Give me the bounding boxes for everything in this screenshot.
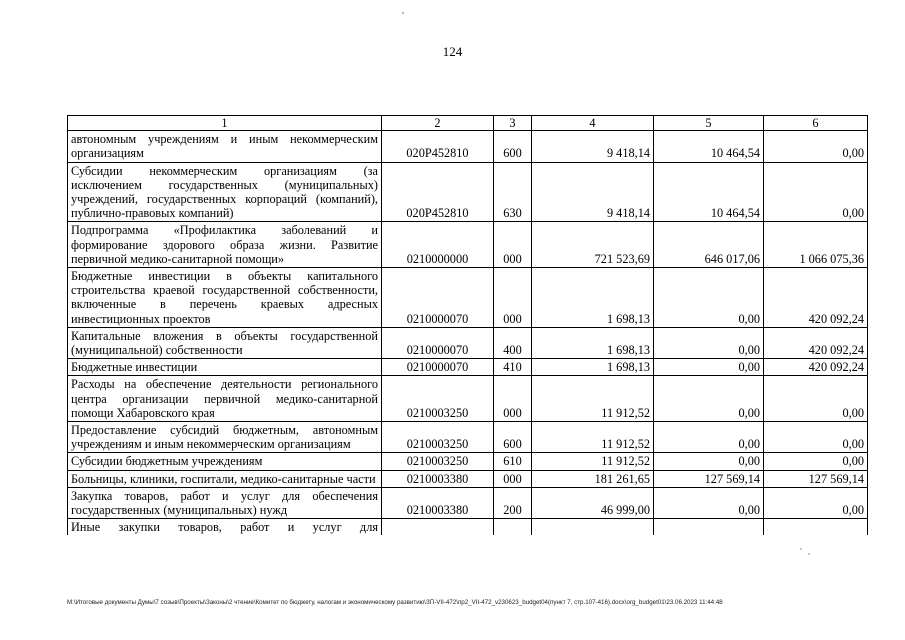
row-value-2: 646 017,06 [654,222,764,268]
table-row [68,487,868,518]
scan-speck [808,553,810,555]
row-value-2 [654,519,764,536]
row-value-2: 0,00 [654,453,764,470]
row-name: Бюджетные инвестиции [68,359,382,376]
row-value-2: 10 464,54 [654,162,764,222]
row-value-1: 1 698,13 [532,268,654,328]
row-value-1: 11 912,52 [532,422,654,453]
row-code: 020Р452810 [382,131,494,162]
row-value-2: 10 464,54 [654,131,764,162]
row-value-2: 0,00 [654,268,764,328]
row-code: 0210003250 [382,422,494,453]
row-value-3: 1 066 075,36 [764,222,868,268]
row-code: 0210000070 [382,268,494,328]
row-expense-type: 600 [494,131,532,162]
row-code: 0210003380 [382,487,494,518]
row-value-1 [532,519,654,536]
row-code: 0210003380 [382,470,494,487]
row-expense-type: 410 [494,359,532,376]
table-row [68,131,868,162]
document-path-footer: M:\Итоговые документы Думы\7 созыв\Проекты\Законы\2 чтение\Комитет по бюджету, налогам и экономическому развитию\ЗП-VII-472\пр2_VII-472_v230623_budget04(пункт 7, стр.107-416).docx\org_budget01\23.06.2023 11:44:48 [67,599,723,606]
scan-speck [800,548,802,550]
row-value-2: 0,00 [654,359,764,376]
row-name: Бюджетные инвестиции в объекты капитального строительства краевой государственной собственности, включенные в перечень краевых адресных инвестиционных проектов [68,268,382,328]
row-value-3: 0,00 [764,453,868,470]
column-header-3: 3 [494,116,532,131]
row-expense-type: 630 [494,162,532,222]
row-name: Предоставление субсидий бюджетным, автономным учреждениям и иным некоммерческим организациям [68,422,382,453]
column-header-4: 4 [532,116,654,131]
row-code: 0210003250 [382,453,494,470]
row-value-3: 0,00 [764,422,868,453]
row-code: 0210000070 [382,359,494,376]
row-expense-type [494,519,532,536]
row-code: 0210003250 [382,376,494,422]
row-expense-type: 400 [494,327,532,358]
row-name: Иные закупки товаров, работ и услуг для [68,519,382,536]
table-row [68,376,868,422]
row-value-3: 0,00 [764,376,868,422]
row-value-3 [764,519,868,536]
row-expense-type: 000 [494,470,532,487]
row-value-1: 1 698,13 [532,327,654,358]
row-value-2: 127 569,14 [654,470,764,487]
row-expense-type: 000 [494,268,532,328]
row-expense-type: 610 [494,453,532,470]
row-code: 0210000070 [382,327,494,358]
row-name: Закупка товаров, работ и услуг для обеспечения государственных (муниципальных) нужд [68,487,382,518]
row-expense-type: 600 [494,422,532,453]
column-header-2: 2 [382,116,494,131]
budget-table [67,115,868,535]
row-value-2: 0,00 [654,327,764,358]
row-name: автономным учреждениям и иным некоммерческим организациям [68,131,382,162]
row-value-3: 127 569,14 [764,470,868,487]
row-value-3: 0,00 [764,131,868,162]
row-value-1: 181 261,65 [532,470,654,487]
row-value-1: 11 912,52 [532,453,654,470]
row-value-3: 420 092,24 [764,268,868,328]
row-value-2: 0,00 [654,422,764,453]
row-name: Субсидии некоммерческим организациям (за исключением государственных (муниципальных) учреждений, государственных корпораций (компаний), публично-правовых компаний) [68,162,382,222]
column-header-1: 1 [68,116,382,131]
row-code: 020Р452810 [382,162,494,222]
row-name: Расходы на обеспечение деятельности регионального центра организации первичной медико-санитарной помощи Хабаровского края [68,376,382,422]
row-value-1: 9 418,14 [532,131,654,162]
table-row [68,222,868,268]
scan-speck [402,12,404,14]
row-value-1: 11 912,52 [532,376,654,422]
page-number: 124 [442,44,463,59]
column-header-5: 5 [654,116,764,131]
row-name: Больницы, клиники, госпитали, медико-санитарные части [68,470,382,487]
row-value-1: 9 418,14 [532,162,654,222]
row-name: Субсидии бюджетным учреждениям [68,453,382,470]
table-row [68,162,868,222]
column-header-6: 6 [764,116,868,131]
table-row [68,470,868,487]
table-header-row [68,116,868,131]
table-row [68,359,868,376]
table-row [68,422,868,453]
row-value-2: 0,00 [654,376,764,422]
row-value-3: 420 092,24 [764,327,868,358]
row-code [382,519,494,536]
row-expense-type: 000 [494,222,532,268]
row-value-3: 0,00 [764,162,868,222]
table-row [68,327,868,358]
row-code: 0210000000 [382,222,494,268]
row-expense-type: 000 [494,376,532,422]
row-name: Капитальные вложения в объекты государственной (муниципальной) собственности [68,327,382,358]
row-expense-type: 200 [494,487,532,518]
row-value-3: 0,00 [764,487,868,518]
row-value-2: 0,00 [654,487,764,518]
table-row [68,268,868,328]
row-value-1: 1 698,13 [532,359,654,376]
row-value-3: 420 092,24 [764,359,868,376]
table-row [68,453,868,470]
row-name: Подпрограмма «Профилактика заболеваний и формирование здорового образа жизни. Развитие первичной медико-санитарной помощи» [68,222,382,268]
row-value-1: 46 999,00 [532,487,654,518]
table-row [68,519,868,536]
row-value-1: 721 523,69 [532,222,654,268]
